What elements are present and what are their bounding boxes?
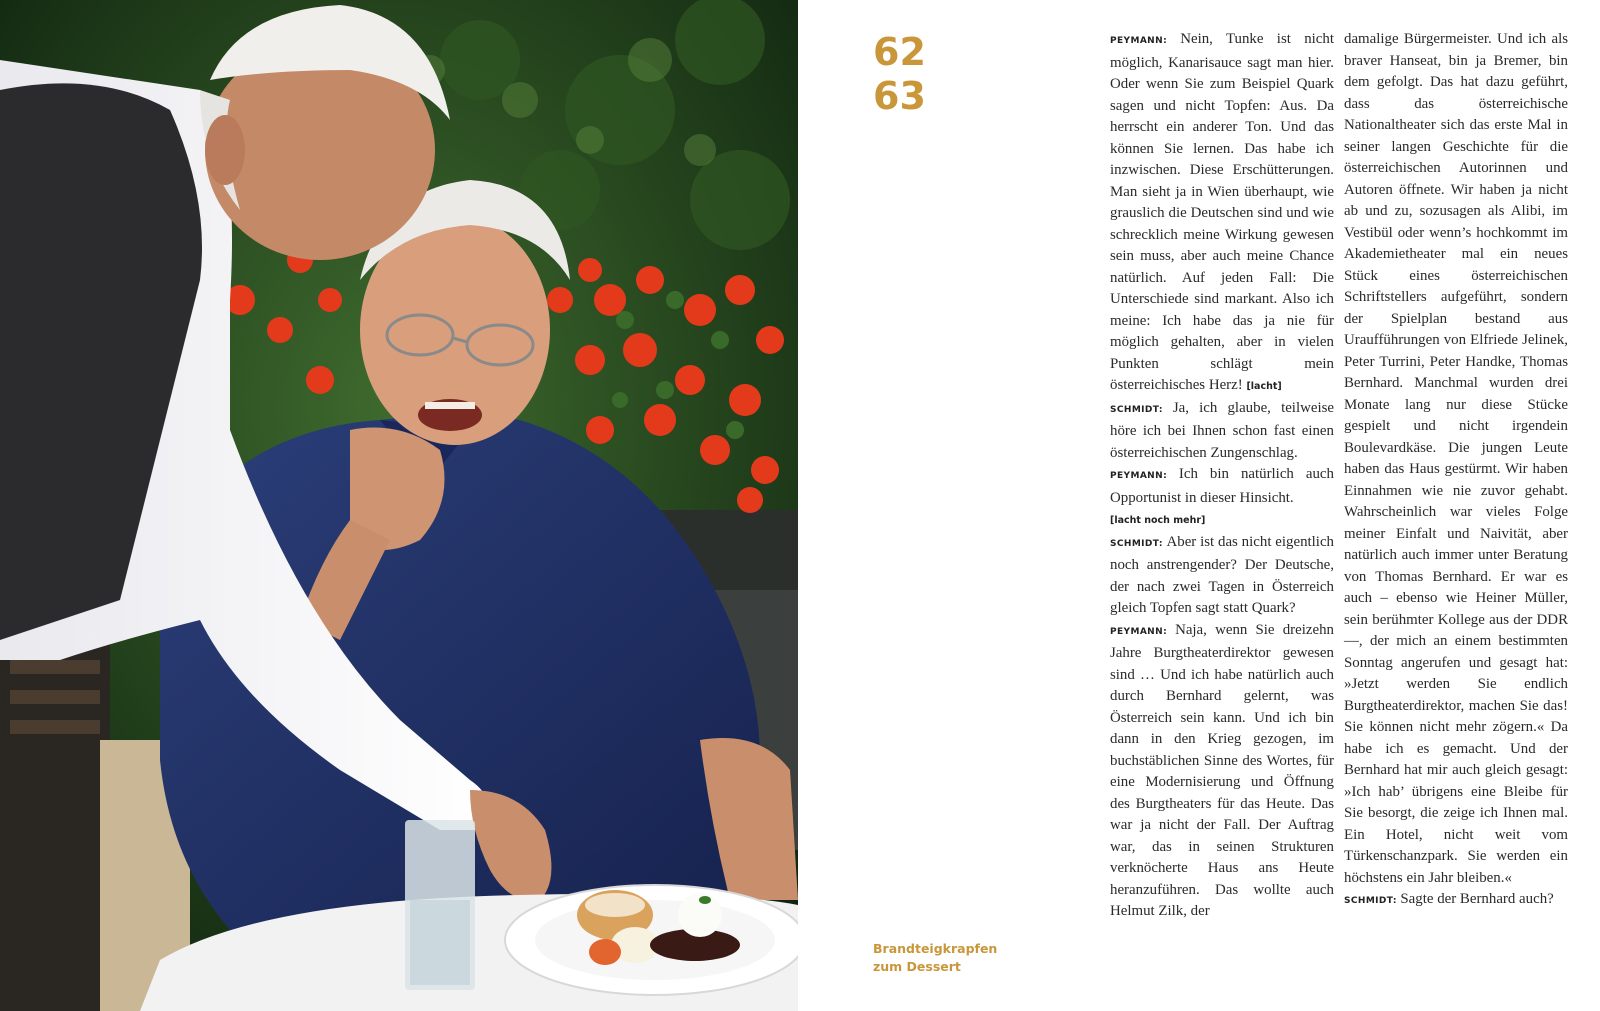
stage-direction: [lacht] [1246, 381, 1282, 392]
paragraph-text: Sagte der Bernhard auch? [1400, 891, 1554, 907]
interview-paragraph: PEYMANN: Naja, wenn Sie dreizehn Jahre Burgtheaterdirektor gewesen sind … Und ich habe natürlich auch durch Bernhard gelernt, was Österreich sein kann. Und ich bin dann in den Krieg gezogen, im buchstäblichen Sinne des Wortes, für eine Modernisierung und Öffnung des Burgtheaters für das Heute. Das war ja nicht der Fall. Der Auftrag war, das in seinen Strukturen verknöcherte Haus ans Heute heranzuführen. Das wollte auch Helmut Zilk, der [1110, 621, 1334, 919]
interview-paragraph: PEYMANN: Nein, Tunke ist nicht möglich, Kanarisauce sagt man hier. Oder wenn Sie zum Beispiel Quark sagen und nicht Topfen: Aus. Da herrscht ein anderer Ton. Und das können Sie lernen. Das habe ich inzwischen. Diese Erschütterungen. Man sieht ja in Wien überhaupt, wie grauslich die Deutschen sind und wie schrecklich meine Wirkung gewesen sein muss, aber auch meine Chance natürlich. Auf jeden Fall: Die Unterschiede sind markant. Also ich meine: Ich habe das ja nie für möglich gehalten, aber in vielen Punkten schlägt mein österreichisches Herz! [lacht] [1110, 31, 1334, 393]
stage-direction: [lacht noch mehr] [1110, 515, 1206, 526]
speaker-name: SCHMIDT [1344, 896, 1393, 906]
caption-line-1: Brandteigkrapfen [873, 941, 998, 956]
page-number-left: 62 [873, 30, 926, 74]
paragraph-text: Ja, ich glaube, teilweise höre ich bei Ihnen schon fast einen österreichischen Zungenschlag. [1110, 399, 1334, 461]
speaker-name: PEYMANN [1110, 36, 1164, 46]
speaker-name: SCHMIDT [1110, 538, 1159, 549]
speaker-name: PEYMANN [1110, 626, 1164, 637]
interview-paragraph: SCHMIDT: Ja, ich glaube, teilweise höre ich bei Ihnen schon fast einen österreichischen Zungenschlag. [1110, 399, 1334, 461]
page-numbers [873, 30, 926, 118]
text-column-right [1344, 29, 1568, 913]
photo-caption [873, 940, 997, 976]
paragraph-text: Naja, wenn Sie dreizehn Jahre Burgtheaterdirektor gewesen sind … Und ich habe natürlich auch durch Bernhard gelernt, was Österreich sein kann. Und ich bin dann in den Krieg gezogen, im buchstäblichen Sinne des Wortes, für eine Modernisierung und Öffnung des Burgtheaters für das Heute. Das war ja nicht der Fall. Der Auftrag war, das in seinen Strukturen verknöcherte Haus ans Heute heranzuführen. Das wollte auch Helmut Zilk, der [1110, 621, 1334, 919]
interview-paragraph: PEYMANN: Ich bin natürlich auch Opportunist in dieser Hinsicht. [1110, 466, 1334, 506]
paragraph-text: Aber ist das nicht eigentlich noch anstrengender? Der Deutsche, der nach zwei Tagen in Österreich gleich Topfen sagt statt Quark? [1110, 533, 1334, 616]
interview-paragraph: SCHMIDT: Sagte der Bernhard auch? [1344, 891, 1554, 907]
interview-paragraph [1344, 29, 1568, 889]
caption-line-2: zum Dessert [873, 959, 961, 974]
paragraph-text: Nein, Tunke ist nicht möglich, Kanarisauce sagt man hier. Oder wenn Sie zum Beispiel Quark sagen und nicht Topfen: Aus. Da herrscht ein anderer Ton. Und das können Sie lernen. Das habe ich inzwischen. Diese Erschütterungen. Man sieht ja in Wien überhaupt, wie grauslich die Deutschen sind und wie schrecklich meine Wirkung gewesen sein muss, aber auch meine Chance natürlich. Auf jeden Fall: Die Unterschiede sind markant. Also ich meine: Ich habe das ja nie für möglich gehalten, aber in vielen Punkten schlägt mein österreichisches Herz! [1110, 31, 1334, 393]
interview-paragraph [1110, 509, 1334, 532]
paragraph-text: Ich bin natürlich auch Opportunist in dieser Hinsicht. [1110, 466, 1334, 506]
interview-paragraph: SCHMIDT: Aber ist das nicht eigentlich noch anstrengender? Der Deutsche, der nach zwei Tagen in Österreich gleich Topfen sagt statt Quark? [1110, 533, 1334, 616]
speaker-name: PEYMANN [1110, 471, 1164, 481]
photo [0, 0, 798, 1011]
paragraph-text: damalige Bürgermeister. Und ich als braver Hanseat, bin ja Bremer, bin dem gefolgt. Das hat dazu geführt, dass das österreichische Nationaltheater sich das erste Mal in seiner langen Geschichte für die österreichischen Autorinnen und Autoren öffnete. Wir haben ja nicht ab und zu, sozusagen als Alibi, im Vestibül oder wenn’s hochkommt im Akademietheater mal ein neues Stück eines österreichischen Schriftstellers aufgeführt, sondern der Spielplan bestand aus Uraufführungen von Elfriede Jelinek, Peter Turrini, Peter Handke, Thomas Bernhard. Manchmal wurden drei Monate lang nur diese Stücke gespielt und nicht irgendein Boulevardkäse. Die jungen Leute haben das Haus gestürmt. Wir haben Einnahmen wie nie zuvor gehabt. Wahrscheinlich war vieles Folge meiner Einfalt und Naivität, aber natürlich auch immer unter Beratung von Thomas Bernhard. Er war es auch – ebenso wie Heiner Müller, sein berühmter Kollege aus der DDR —, der mich an einem bestimmten Sonntag angerufen und gesagt hat: »Jetzt werden Sie endlich Burgtheaterdirektor, machen Sie das! Sie können nicht mehr zögern.« Da habe ich es gemacht. Und der Bernhard hat mir auch gleich gesagt: »Ich hab’ übrigens eine Bleibe für Sie besorgt, die zeige ich Ihnen mal. Ein Hotel, nicht weit vom Türkenschanzpark. Sie werden ein höchstens ein Jahr bleiben.« [1344, 31, 1568, 886]
speaker-name: SCHMIDT [1110, 404, 1159, 415]
text-column-left [1110, 29, 1334, 923]
page-number-right: 63 [873, 74, 926, 118]
